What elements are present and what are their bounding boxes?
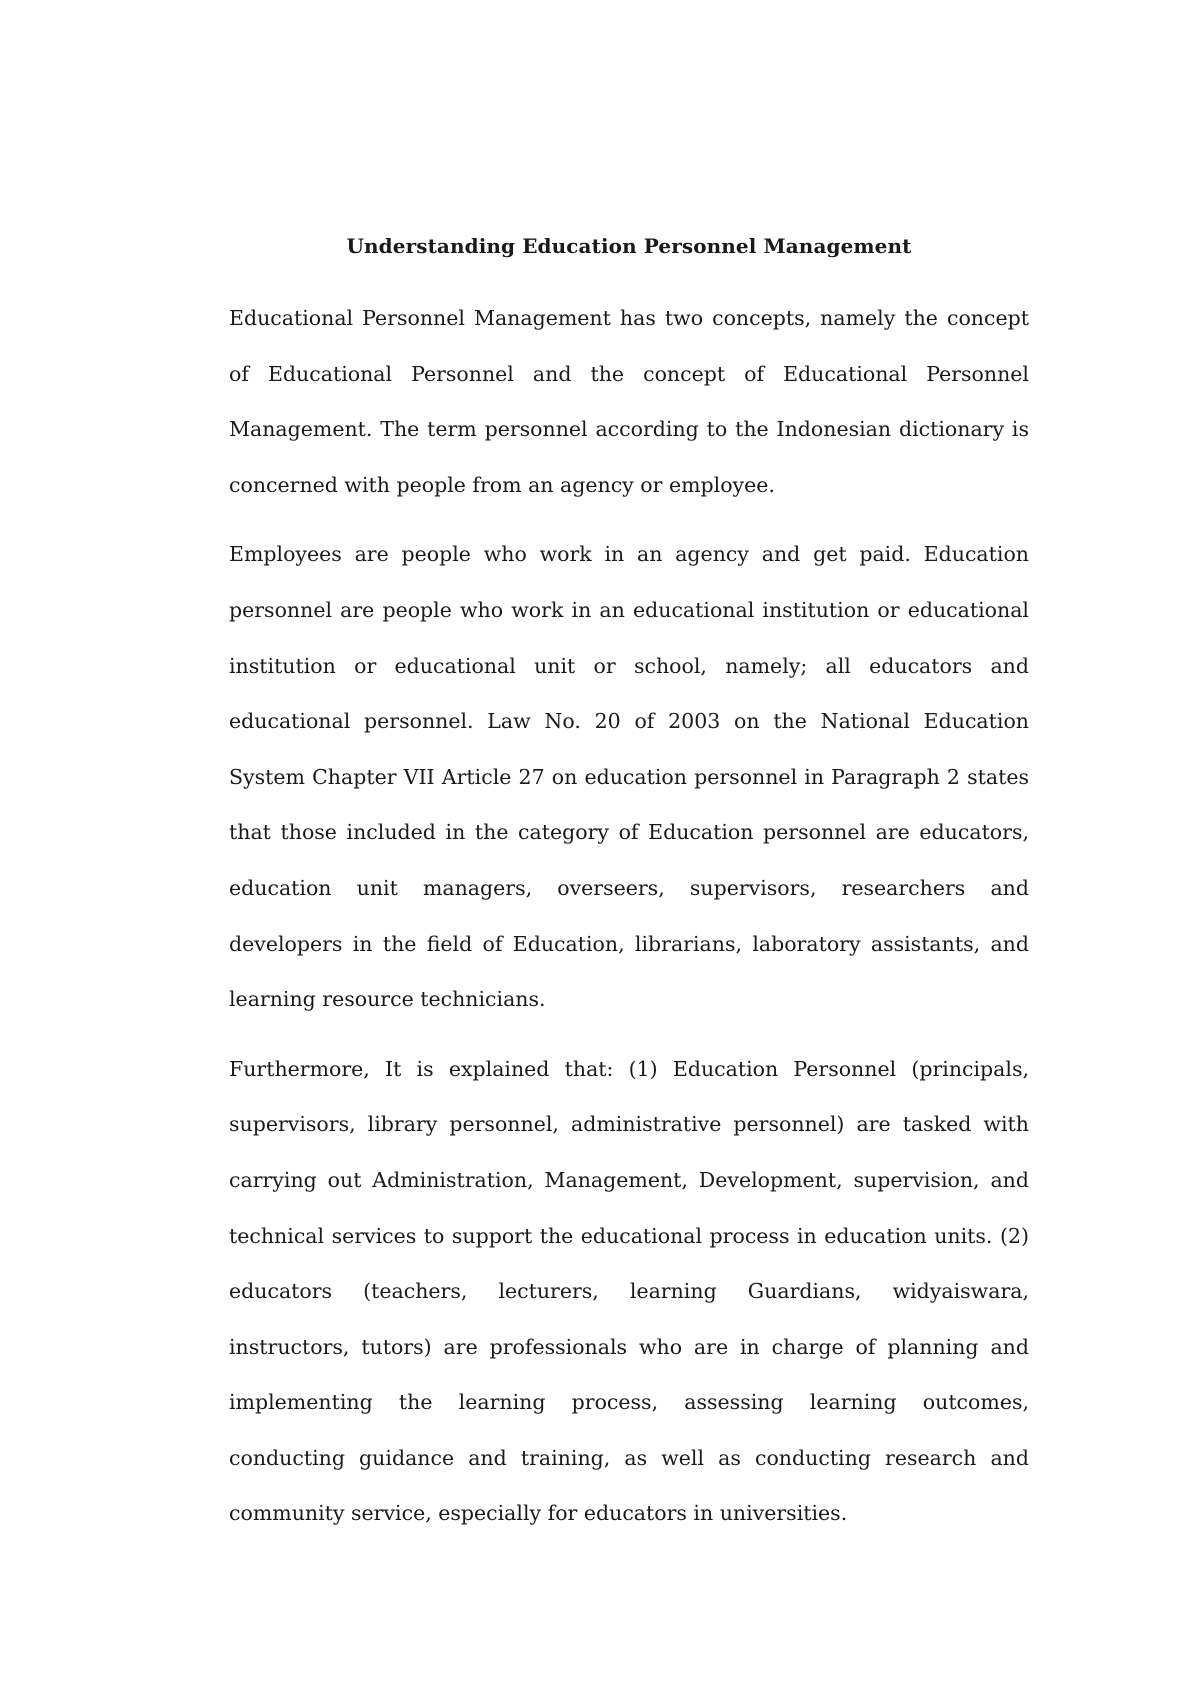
paragraph-roles-explained: Furthermore, It is explained that: (1) Education Personnel (principals, supervisors, library personnel, administrative personnel) are tasked with carrying out Administration, Management, Development, supervision, and technical services to support the educational process in education units. (2) educators (teachers, lecturers, learning Guardians, widyaiswara, instructors, tutors) are professionals who are in charge of planning and implementing the learning process, assessing learning outcomes, conducting guidance and training, as well as conducting research and community service, especially for educators in universities. <box>229 1056 1029 1526</box>
document-title: Understanding Education Personnel Management <box>346 234 912 258</box>
paragraph-personnel-concepts: Educational Personnel Management has two concepts, namely the concept of Educational Personnel and the concept of Educational Personnel Management. The term personnel according to the Indonesian dictionary is concerned with people from an agency or employee. <box>229 306 1029 497</box>
document-body <box>229 228 1029 1556</box>
paragraph-employees-definition: Employees are people who work in an agency and get paid. Education personnel are people who work in an educational institution or educational institution or educational unit or school, namely; all educators and educational personnel. Law No. 20 of 2003 on the National Education System Chapter VII Article 27 on education personnel in Paragraph 2 states that those included in the category of Education personnel are educators, education unit managers, overseers, supervisors, researchers and developers in the field of Education, librarians, laboratory assistants, and learning resource technicians. <box>229 542 1029 1012</box>
